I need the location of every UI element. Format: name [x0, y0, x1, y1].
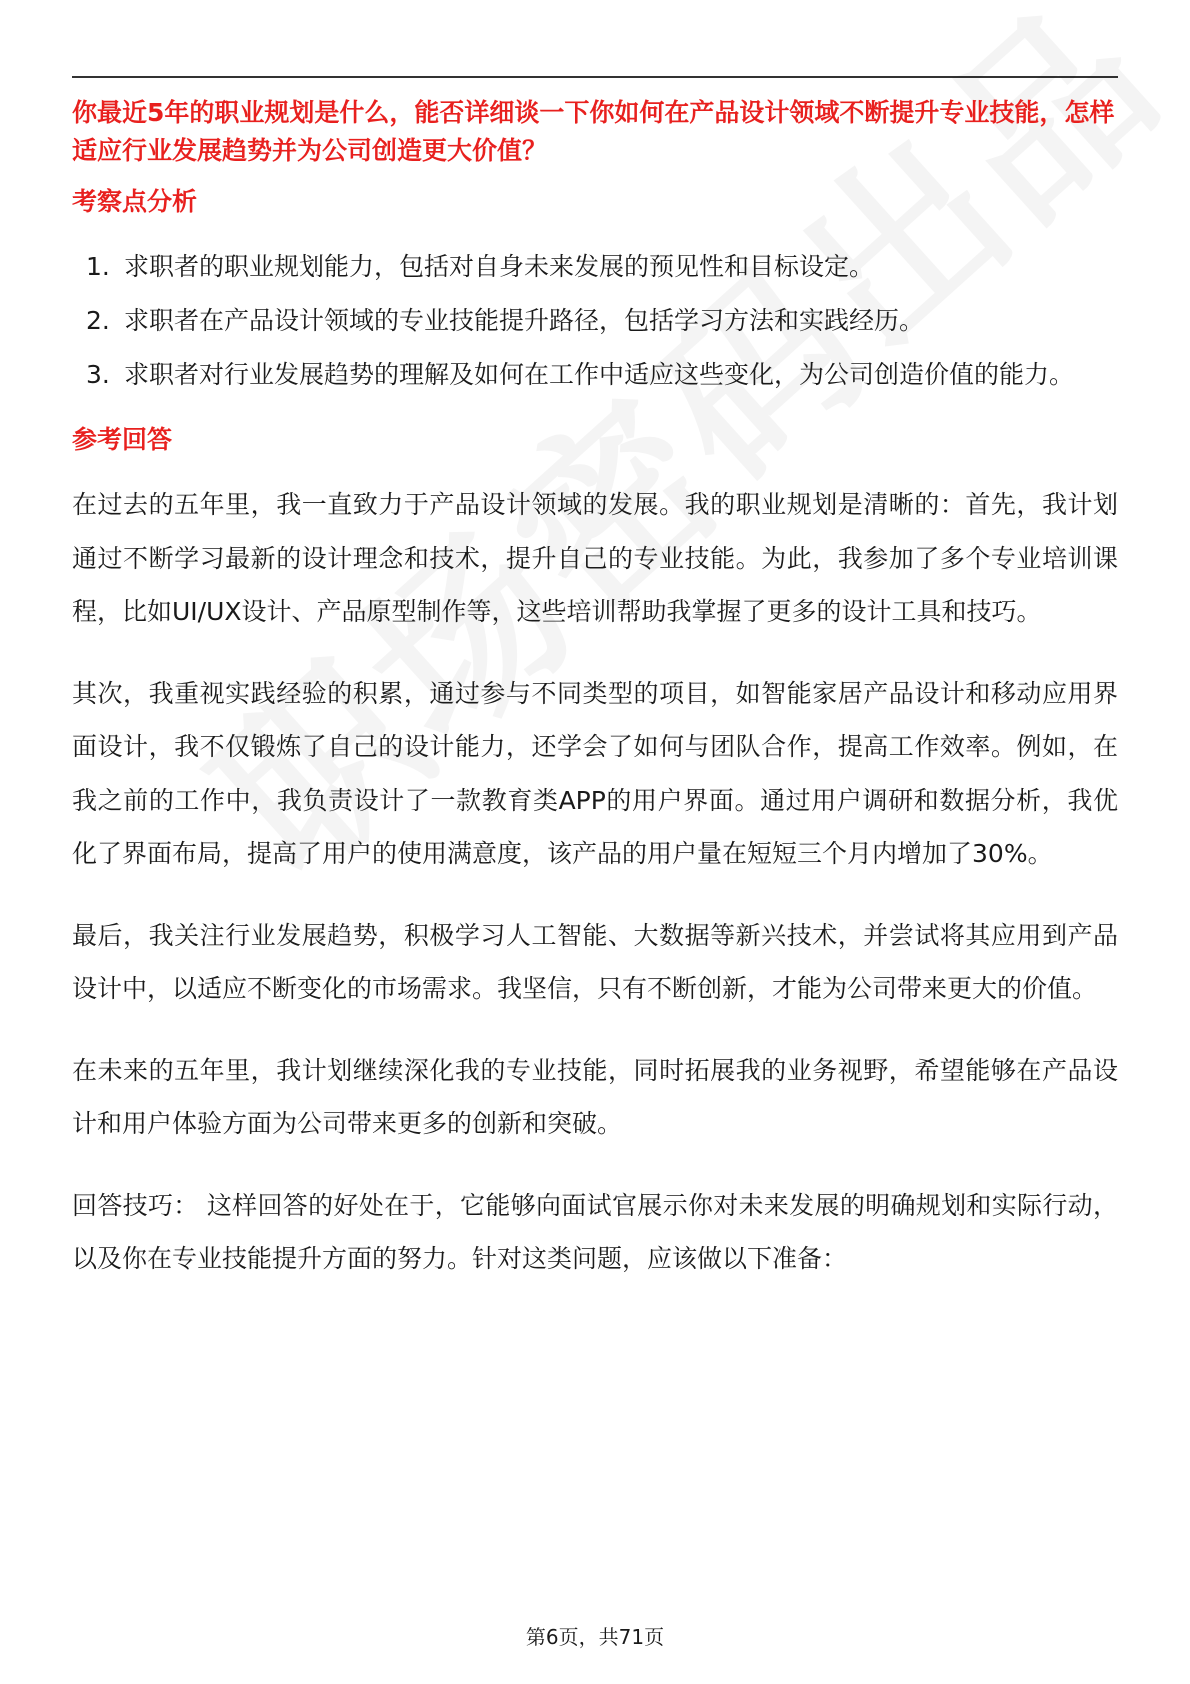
list-item-text: 求职者的职业规划能力，包括对自身未来发展的预见性和目标设定。: [124, 252, 875, 281]
question-title: 你最近5年的职业规划是什么，能否详细谈一下你如何在产品设计领域不断提升专业技能，怎样适应行业发展趋势并为公司创造更大价值？: [72, 98, 1115, 165]
list-item: [72, 294, 1118, 348]
list-item-number: 3.: [86, 360, 110, 389]
page-number-footer: 第6页，共71页: [525, 1625, 665, 1649]
header-rule: [72, 76, 1118, 78]
answer-heading: 参考回答: [72, 425, 173, 454]
answer-paragraph: 在未来的五年里，我计划继续深化我的专业技能，同时拓展我的业务视野，希望能够在产品设计和用户体验方面为公司带来更多的创新和突破。: [72, 1055, 1118, 1138]
list-item-text: 求职者对行业发展趋势的理解及如何在工作中适应这些变化，为公司创造价值的能力。: [124, 360, 1075, 389]
list-item-text: 求职者在产品设计领域的专业技能提升路径，包括学习方法和实践经历。: [124, 306, 925, 335]
answer-paragraph: 在过去的五年里，我一直致力于产品设计领域的发展。我的职业规划是清晰的：首先，我计划通过不断学习最新的设计理念和技术，提升自己的专业技能。为此，我参加了多个专业培训课程，比如UI/UX设计、产品原型制作等，这些培训帮助我掌握了更多的设计工具和技巧。: [72, 490, 1118, 626]
list-item: [72, 348, 1118, 402]
list-item-number: 2.: [86, 306, 110, 335]
list-item-number: 1.: [86, 252, 110, 281]
analysis-heading: 考察点分析: [72, 187, 198, 216]
answer-paragraph: 其次，我重视实践经验的积累，通过参与不同类型的项目，如智能家居产品设计和移动应用界面设计，我不仅锻炼了自己的设计能力，还学会了如何与团队合作，提高工作效率。例如，在我之前的工作中，我负责设计了一款教育类APP的用户界面。通过用户调研和数据分析，我优化了界面布局，提高了用户的使用满意度，该产品的用户量在短短三个月内增加了30%。: [72, 678, 1118, 868]
answer-tips-paragraph: 回答技巧： 这样回答的好处在于，它能够向面试官展示你对未来发展的明确规划和实际行动，以及你在专业技能提升方面的努力。针对这类问题，应该做以下准备：: [72, 1190, 1118, 1273]
list-item: [72, 240, 1118, 294]
content-area: [72, 94, 1118, 1314]
analysis-list: [72, 240, 1118, 402]
answer-paragraph: 最后，我关注行业发展趋势，积极学习人工智能、大数据等新兴技术，并尝试将其应用到产品设计中，以适应不断变化的市场需求。我坚信，只有不断创新，才能为公司带来更大的价值。: [72, 920, 1118, 1003]
